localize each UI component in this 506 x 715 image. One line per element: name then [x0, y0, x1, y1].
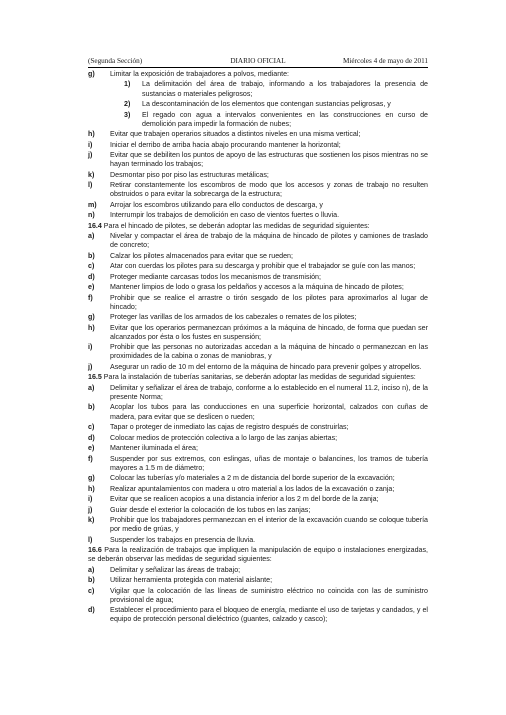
list-item [88, 141, 428, 150]
item-text: Evitar que se debiliten los puntos de apoyo de las estructuras que sostienen los pisos mientras no se hayan terminado los trabajos; [110, 151, 428, 169]
list-item [88, 576, 428, 585]
item-marker: i) [88, 495, 93, 504]
list-item [88, 363, 428, 372]
item-marker: j) [88, 151, 93, 160]
item-text: Guiar desde el exterior la colocación de los tubos en las zanjas; [110, 505, 311, 514]
list-item [88, 516, 428, 534]
section-number: 16.6 [88, 546, 102, 555]
list-item [88, 384, 428, 402]
list-item [88, 455, 428, 473]
list-item [88, 403, 428, 421]
list-item [88, 343, 428, 361]
list-item [88, 485, 428, 494]
item-text: Mantener limpios de lodo o grasa los peldaños y accesos a la máquina de hincado de pilotes; [110, 283, 404, 292]
list-item [88, 181, 428, 199]
item-text: Prohibir que las personas no autorizadas accedan a la máquina de hincado o permanezcan en las proximidades de la cabina o zonas de maniobras, y [110, 343, 428, 361]
item-text: Tapar o proteger de inmediato las cajas de registro después de construirlas; [110, 423, 349, 432]
item-text: Establecer el procedimiento para el bloqueo de energía, mediante el uso de tarjetas y candados, y el equipo de protección personal dieléctrico (guantes, calzado y casco); [110, 606, 428, 624]
item-text: Suspender los trabajos en presencia de lluvia. [110, 535, 256, 544]
header-rule [88, 67, 428, 68]
list-item [88, 273, 428, 282]
list-item [88, 495, 428, 504]
list-item [88, 211, 428, 220]
item-marker: c) [88, 423, 95, 432]
item-marker: 2) [124, 100, 131, 109]
section-heading [88, 546, 428, 564]
item-text: El regado con agua a intervalos convenientes en las construcciones en curso de demolición para impedir la formación de nubes; [142, 110, 428, 128]
list-item [88, 252, 428, 261]
list-item [88, 283, 428, 292]
item-marker: d) [88, 272, 95, 281]
list-item [88, 474, 428, 483]
page-header [88, 56, 428, 66]
item-text: Asegurar un radio de 10 m del entorno de la máquina de hincado para prevenir golpes y atropellos. [110, 362, 422, 371]
item-marker: a) [88, 565, 95, 574]
item-marker: e) [88, 283, 95, 292]
item-marker: h) [88, 323, 95, 332]
item-marker: 1) [124, 80, 131, 89]
sub-list-item [88, 80, 428, 98]
item-marker: e) [88, 444, 95, 453]
item-text: Retirar constantemente los escombros de modo que los accesos y zonas de trabajo no resulten obstruidos o para evitar la sobrecarga de la estructura; [110, 181, 428, 199]
list-item [88, 536, 428, 545]
item-marker: g) [88, 70, 95, 78]
item-marker: l) [88, 535, 93, 544]
item-marker: f) [88, 454, 93, 463]
item-marker: f) [88, 293, 93, 302]
item-marker: g) [88, 313, 95, 322]
item-marker: m) [88, 200, 97, 209]
item-text: Vigilar que la colocación de las líneas de suministro eléctrico no coincida con las de suministro provisional de agua; [110, 586, 428, 604]
list-item [88, 324, 428, 342]
item-marker: h) [88, 484, 95, 493]
item-marker: c) [88, 262, 95, 271]
section-text: Para el hincado de pilotes, se deberán adoptar las medidas de seguridad siguientes: [103, 221, 370, 230]
sub-list-item [88, 100, 428, 109]
list-item [88, 294, 428, 312]
list-item [88, 566, 428, 575]
item-marker: c) [88, 586, 95, 595]
item-marker: i) [88, 140, 93, 149]
item-marker: b) [88, 251, 95, 260]
item-text: Evitar que trabajen operarios situados a distintos niveles en una misma vertical; [110, 130, 361, 139]
list-item [88, 587, 428, 605]
item-marker: j) [88, 362, 93, 371]
item-text: Evitar que los operarios permanezcan próximos a la máquina de hincado, de forma que puedan ser alcanzados por ésta o los fustes en suspensión; [110, 323, 428, 341]
section-number: 16.4 [88, 221, 102, 230]
item-text: Desmontar piso por piso las estructuras metálicas; [110, 170, 269, 179]
item-marker: h) [88, 130, 95, 139]
header-section: (Segunda Sección) [88, 57, 143, 65]
item-text: Atar con cuerdas los pilotes para su descarga y prohibir que el trabajador se guíe con las manos; [110, 262, 416, 271]
item-marker: j) [88, 505, 93, 514]
item-marker: k) [88, 516, 95, 525]
list-item [88, 151, 428, 169]
header-date: Miércoles 4 de mayo de 2011 [343, 57, 428, 65]
list-item [88, 423, 428, 432]
item-text: Nivelar y compactar el área de trabajo de la máquina de hincado de pilotes y camiones de traslado de concreto; [110, 232, 428, 250]
list-item [88, 201, 428, 210]
item-marker: n) [88, 211, 95, 220]
item-text: Utilizar herramienta protegida con material aislante; [110, 576, 273, 585]
item-marker: a) [88, 383, 95, 392]
list-item [88, 606, 428, 624]
section-heading [88, 373, 428, 382]
item-text: Calzar los pilotes almacenados para evitar que se rueden; [110, 251, 293, 260]
list-item [88, 313, 428, 322]
section-heading [88, 222, 428, 231]
section-text: Para la realización de trabajos que impliquen la manipulación de equipo o instalaciones energizadas, se deberán observar las medidas de seguridad siguientes: [88, 546, 428, 564]
item-text: Delimitar y señalizar las áreas de trabajo; [110, 565, 241, 574]
item-text: Interrumpir los trabajos de demolición en caso de vientos fuertes o lluvia. [110, 211, 340, 220]
item-text: Prohibir que se realice el arrastre o tirón sesgado de los pilotes para aproximarlos al lugar de hincado; [110, 293, 428, 311]
item-marker: i) [88, 343, 93, 352]
item-marker: d) [88, 433, 95, 442]
item-text: Acoplar los tubos para las conducciones en una superficie horizontal, calzados con cuñas de madera, para evitar que se deslicen o rueden; [110, 403, 428, 421]
item-marker: d) [88, 606, 95, 615]
item-text: Realizar apuntalamientos con madera u otro material a los lados de la excavación o zanja; [110, 484, 395, 493]
item-text: Mantener iluminada el área; [110, 444, 198, 453]
list-item [88, 506, 428, 515]
section-number: 16.5 [88, 373, 102, 382]
sub-list-item [88, 111, 428, 129]
item-marker: k) [88, 170, 95, 179]
item-text: Proteger mediante carcasas todos los mecanismos de transmisión; [110, 272, 321, 281]
item-text: Evitar que se realicen acopios a una distancia inferior a los 2 m del borde de la zanja; [110, 495, 379, 504]
list-item [88, 232, 428, 250]
section-text: Para la instalación de tuberías sanitarias, se deberán adoptar las medidas de seguridad siguientes: [103, 373, 416, 382]
list-item [88, 444, 428, 453]
document-body [88, 70, 428, 626]
item-text: Colocar las tuberías y/o materiales a 2 m de distancia del borde superior de la excavación; [110, 474, 395, 483]
item-text: Prohibir que los trabajadores permanezcan en el interior de la excavación cuando se coloque tubería por medio de grúas, y [110, 516, 428, 534]
item-marker: b) [88, 403, 95, 412]
item-text: Proteger las varillas de los armados de los cabezales o remates de los pilotes; [110, 313, 357, 322]
item-text: Delimitar y señalizar el área de trabajo, conforme a lo establecido en el numeral 11.2, inciso n), de la presente Norma; [110, 383, 428, 401]
list-item [88, 70, 428, 79]
item-text: Colocar medios de protección colectiva a lo largo de las zanjas abiertas; [110, 433, 338, 442]
list-item [88, 434, 428, 443]
list-item [88, 171, 428, 180]
list-item [88, 262, 428, 271]
header-publication: DIARIO OFICIAL [230, 57, 286, 65]
item-text: Iniciar el derribo de arriba hacia abajo procurando mantener la horizontal; [110, 140, 341, 149]
item-marker: a) [88, 232, 95, 241]
item-text: La delimitación del área de trabajo, informando a los trabajadores la presencia de sustancias o materiales peligrosos; [142, 80, 428, 98]
list-item [88, 130, 428, 139]
item-marker: 3) [124, 110, 131, 119]
item-marker: g) [88, 474, 95, 483]
item-text: Arrojar los escombros utilizando para ello conductos de descarga, y [110, 200, 323, 209]
item-marker: l) [88, 181, 93, 190]
item-text: Limitar la exposición de trabajadores a polvos, mediante: [110, 70, 290, 78]
item-text: Suspender por sus extremos, con eslingas, uñas de montaje o balancines, los tramos de tubería mayores a 1.5 m de diámetro; [110, 454, 428, 472]
item-text: La descontaminación de los elementos que contengan sustancias peligrosas, y [142, 100, 391, 109]
item-marker: b) [88, 576, 95, 585]
